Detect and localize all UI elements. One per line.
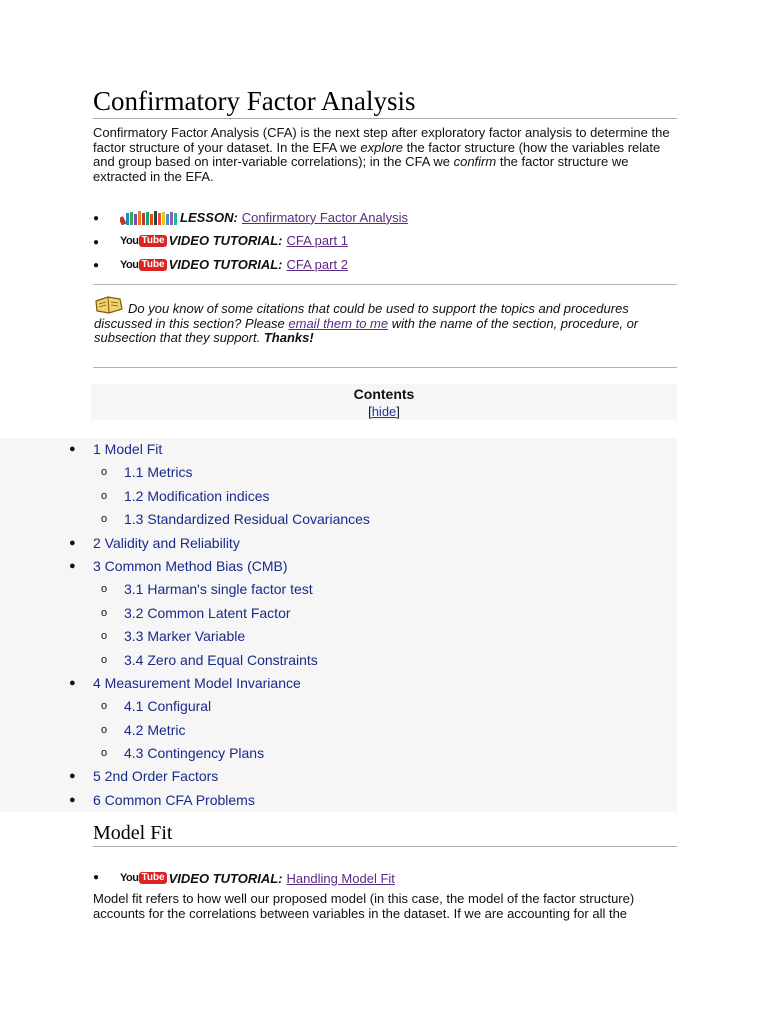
divider <box>93 284 677 285</box>
toc-item-label[interactable]: 2 Validity and Reliability <box>93 534 240 551</box>
toc-item[interactable] <box>0 695 677 718</box>
bullet: ● <box>93 236 100 248</box>
resource-tag: VIDEO TUTORIAL: <box>168 233 283 249</box>
note-thanks: Thanks! <box>263 330 314 346</box>
toc-item-label[interactable]: 3.4 Zero and Equal Constraints <box>124 651 318 668</box>
bullet: o <box>101 513 108 526</box>
resource-item-video-1 <box>93 230 677 254</box>
intro-text-3: the factor structure we extracted in the EFA. <box>93 154 629 184</box>
bullet: o <box>101 489 108 502</box>
toc-item-label[interactable]: 3.3 Marker Variable <box>124 628 246 645</box>
bullet: o <box>101 466 108 479</box>
toc-hide-link[interactable]: hide <box>371 404 397 419</box>
bullet: ● <box>69 770 76 783</box>
toc-item-label[interactable]: 4 Measurement Model Invariance <box>93 674 301 691</box>
bullet: ● <box>93 872 100 883</box>
books-icon <box>120 211 178 225</box>
bullet: ● <box>69 536 76 549</box>
toc-item[interactable] <box>0 578 677 601</box>
resource-item-video-model-fit <box>93 867 677 889</box>
video-link-handling-model-fit[interactable]: Handling Model Fit <box>286 870 395 886</box>
toc-item[interactable] <box>0 649 677 672</box>
toc-item-label[interactable]: 1.1 Metrics <box>124 464 193 481</box>
toc-item-label[interactable]: 3 Common Method Bias (CMB) <box>93 557 288 574</box>
toc-item[interactable] <box>0 461 677 484</box>
youtube-icon: You Tube <box>120 258 165 271</box>
toc-list <box>0 438 677 812</box>
model-fit-resource-list <box>93 867 677 889</box>
toc-item-label[interactable]: 1.2 Modification indices <box>124 487 270 504</box>
bullet: o <box>101 747 108 760</box>
toc-item[interactable] <box>0 789 677 812</box>
bullet: ● <box>93 213 100 224</box>
toc-item[interactable] <box>0 602 677 625</box>
intro-paragraph <box>93 126 683 184</box>
intro-text-1: Confirmatory Factor Analysis (CFA) is the next step after exploratory factor analysis to determine the factor structure of your dataset. In the EFA we <box>93 125 670 155</box>
toc-item-label[interactable]: 5 2nd Order Factors <box>93 768 219 785</box>
resource-list <box>93 206 677 277</box>
toc-item[interactable] <box>0 555 677 578</box>
bullet: o <box>101 606 108 619</box>
toc-item-label[interactable]: 1.3 Standardized Residual Covariances <box>124 511 370 528</box>
toc-title: Contents <box>353 386 415 402</box>
citation-note <box>94 302 678 346</box>
toc-header <box>91 384 677 420</box>
email-link[interactable]: email them to me <box>288 315 389 331</box>
toc-item[interactable] <box>0 742 677 765</box>
intro-text-2: the factor structure (how the variables relate and group based on inter-variable correlations); in the CFA we <box>93 139 661 170</box>
toc-hide-control: [hide] <box>368 404 400 419</box>
note-text-1: Do you know of some citations that could be used to support the topics and procedures discussed in this section? Please <box>94 301 629 331</box>
toc-item-label[interactable]: 1 Model Fit <box>93 441 163 457</box>
page-title: Confirmatory Factor Analysis <box>93 86 677 119</box>
bullet: ● <box>69 559 76 572</box>
toc-item[interactable] <box>0 625 677 648</box>
resource-tag: LESSON: <box>180 209 238 225</box>
bullet: ● <box>69 676 76 689</box>
toc-item[interactable] <box>0 719 677 742</box>
toc-item[interactable] <box>0 438 677 461</box>
bullet: o <box>101 630 108 643</box>
toc-item-label[interactable]: 4.3 Contingency Plans <box>124 745 265 762</box>
bullet: o <box>101 700 108 713</box>
resource-item-lesson <box>93 206 677 230</box>
toc-item-label[interactable]: 4.1 Configural <box>124 698 212 715</box>
bullet: o <box>101 723 108 736</box>
youtube-icon: You Tube <box>120 235 165 248</box>
toc-item[interactable] <box>0 672 677 695</box>
toc-item[interactable] <box>0 532 677 555</box>
bullet: ● <box>93 260 100 271</box>
bullet: o <box>101 653 108 666</box>
bullet: o <box>101 583 108 596</box>
toc-item-label[interactable]: 4.2 Metric <box>124 721 186 738</box>
toc-item[interactable] <box>0 765 677 788</box>
divider <box>93 367 677 368</box>
toc-item-label[interactable]: 3.1 Harman's single factor test <box>124 581 313 598</box>
intro-emphasis-explore: explore <box>360 139 403 155</box>
section-title-model-fit: Model Fit <box>93 822 677 847</box>
toc-item-label[interactable]: 3.2 Common Latent Factor <box>124 604 291 621</box>
resource-tag: VIDEO TUTORIAL: <box>168 256 283 272</box>
model-fit-paragraph: Model fit refers to how well our proposed model (in this case, the model of the factor structure) accounts for the correlations between variables in the dataset. If we are accounting for all the <box>93 891 635 921</box>
toc-item[interactable] <box>0 508 677 531</box>
bullet: ● <box>69 793 76 806</box>
video-link-cfa-part-2[interactable]: CFA part 2 <box>286 256 348 272</box>
toc-item-label[interactable]: 6 Common CFA Problems <box>93 791 255 808</box>
bullet: ● <box>69 443 76 455</box>
intro-emphasis-confirm: confirm <box>453 154 497 170</box>
lesson-link[interactable]: Confirmatory Factor Analysis <box>241 209 408 225</box>
toc-item[interactable] <box>0 485 677 508</box>
video-link-cfa-part-1[interactable]: CFA part 1 <box>286 233 348 249</box>
resource-item-video-2 <box>93 253 677 277</box>
note-text-2: with the name of the section, procedure, or subsection that they support. <box>94 315 639 346</box>
youtube-icon: You Tube <box>120 872 165 884</box>
resource-tag: VIDEO TUTORIAL: <box>168 870 283 886</box>
